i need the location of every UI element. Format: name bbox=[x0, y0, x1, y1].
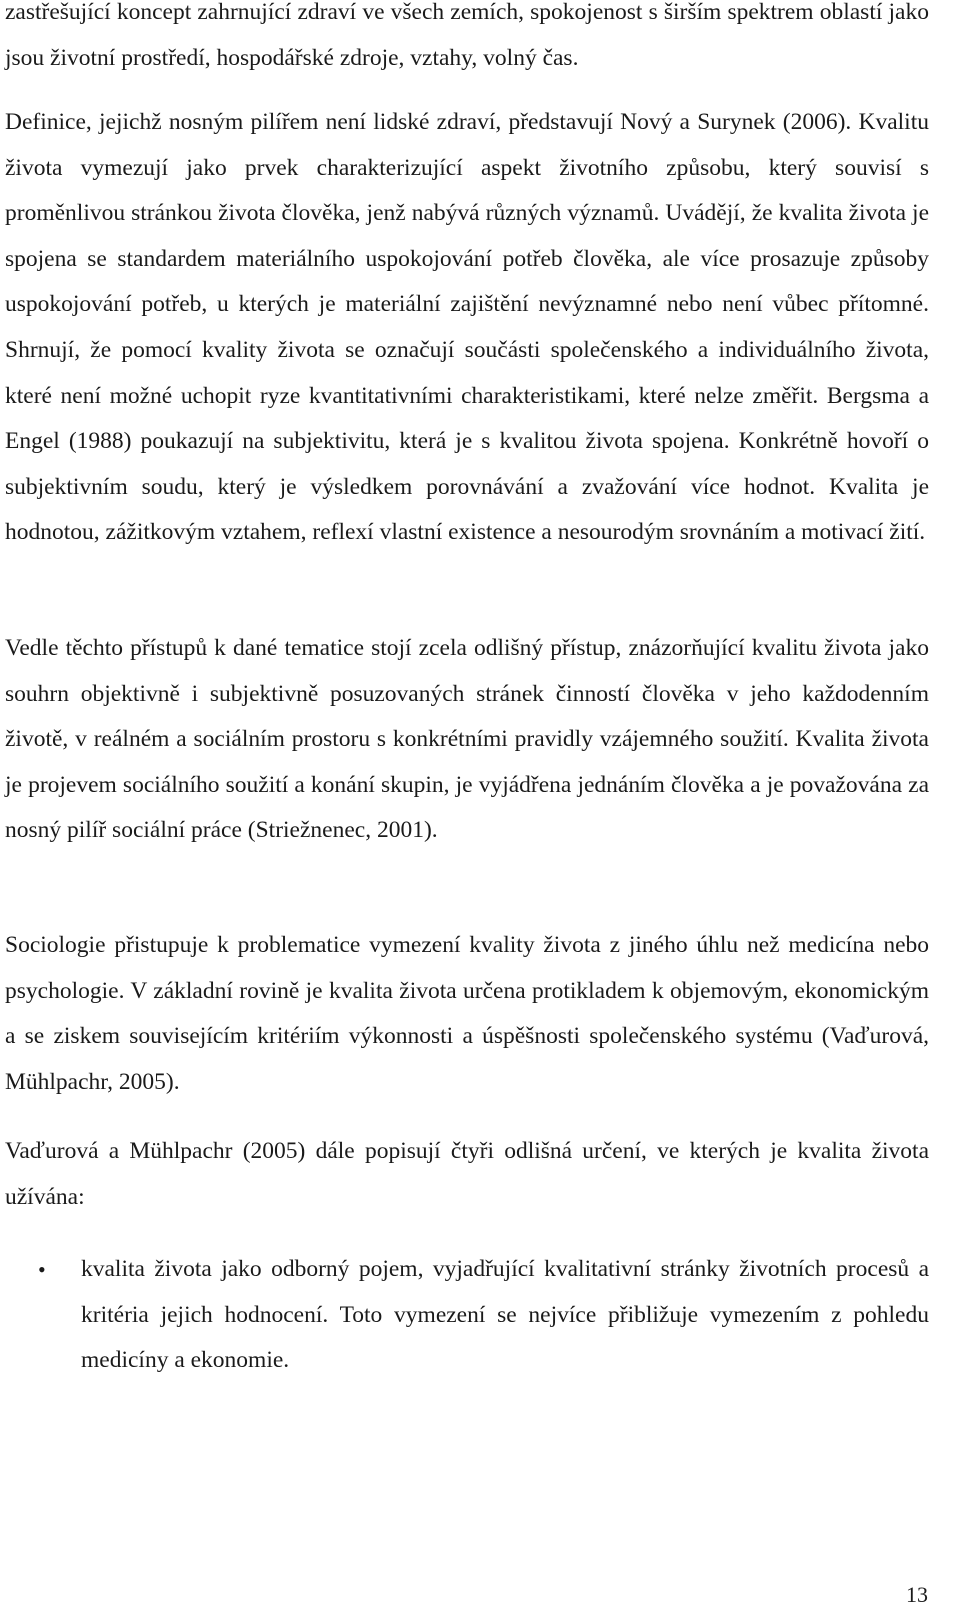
bullet-list bbox=[0, 1247, 929, 1384]
paragraph-5: Vaďurová a Mühlpachr (2005) dále popisují čtyři odlišná určení, ve kterých je kvalita života užívána: bbox=[5, 1138, 929, 1210]
list-item bbox=[0, 1247, 929, 1384]
page-number: 13 bbox=[906, 1582, 928, 1607]
paragraph-4: Sociologie přistupuje k problematice vymezení kvality života z jiného úhlu než medicína nebo psychologie. V základní rovině je kvalita života určena protikladem k objemovým, ekonomickým a se ziskem souvisejícím kritériím výkonnosti a úspěšnosti společenského systému (Vaďurová, Mühlpachr, 2005). bbox=[5, 932, 929, 1095]
paragraph-3: Vedle těchto přístupů k dané tematice stojí zcela odlišný přístup, znázorňující kvalitu života jako souhrn objektivně i subjektivně posuzovaných stránek činností člověka v jeho každodenním životě, v reálném a sociálním prostoru s konkrétními pravidly vzájemného soužití. Kvalita života je projevem sociálního soužití a konání skupin, je vyjádřena jednáním člověka a je považována za nosný pilíř sociální práce (Striežnenec, 2001). bbox=[5, 635, 929, 844]
list-item-text: kvalita života jako odborný pojem, vyjadřující kvalitativní stránky životních procesů a kritéria jejich hodnocení. Toto vymezení se nejvíce přibližuje vymezením z pohledu medicíny a ekonomie. bbox=[81, 1256, 929, 1374]
bullet-icon: • bbox=[38, 1257, 46, 1282]
paragraph-2: Definice, jejichž nosným pilířem není lidské zdraví, představují Nový a Surynek (2006). Kvalitu života vymezují jako prvek charakterizující aspekt životního způsobu, který souvisí s proměnlivou stránkou života člověka, jenž nabývá různých významů. Uvádějí, že kvalita života je spojena se standardem materiálního uspokojování potřeb člověka, ale více prosazuje způsoby uspokojování potřeb, u kterých je materiální zajištění nevýznamné nebo není vůbec přítomné. Shrnují, že pomocí kvality života se označují součásti společenského a individuálního života, které není možné uchopit ryze kvantitativními charakteristikami, které nelze změřit. Bergsma a Engel (1988) poukazují na subjektivitu, která je s kvalitou života spojena. Konkrétně hovoří o subjektivním soudu, který je výsledkem porovnávání a zvažování více hodnot. Kvalita je hodnotou, zážitkovým vztahem, reflexí vlastní existence a nesourodým srovnáním a motivací žití. bbox=[5, 109, 929, 546]
paragraph-1: zastřešující koncept zahrnující zdraví ve všech zemích, spokojenost s širším spektrem oblastí jako jsou životní prostředí, hospodářské zdroje, vztahy, volný čas. bbox=[5, 0, 929, 71]
